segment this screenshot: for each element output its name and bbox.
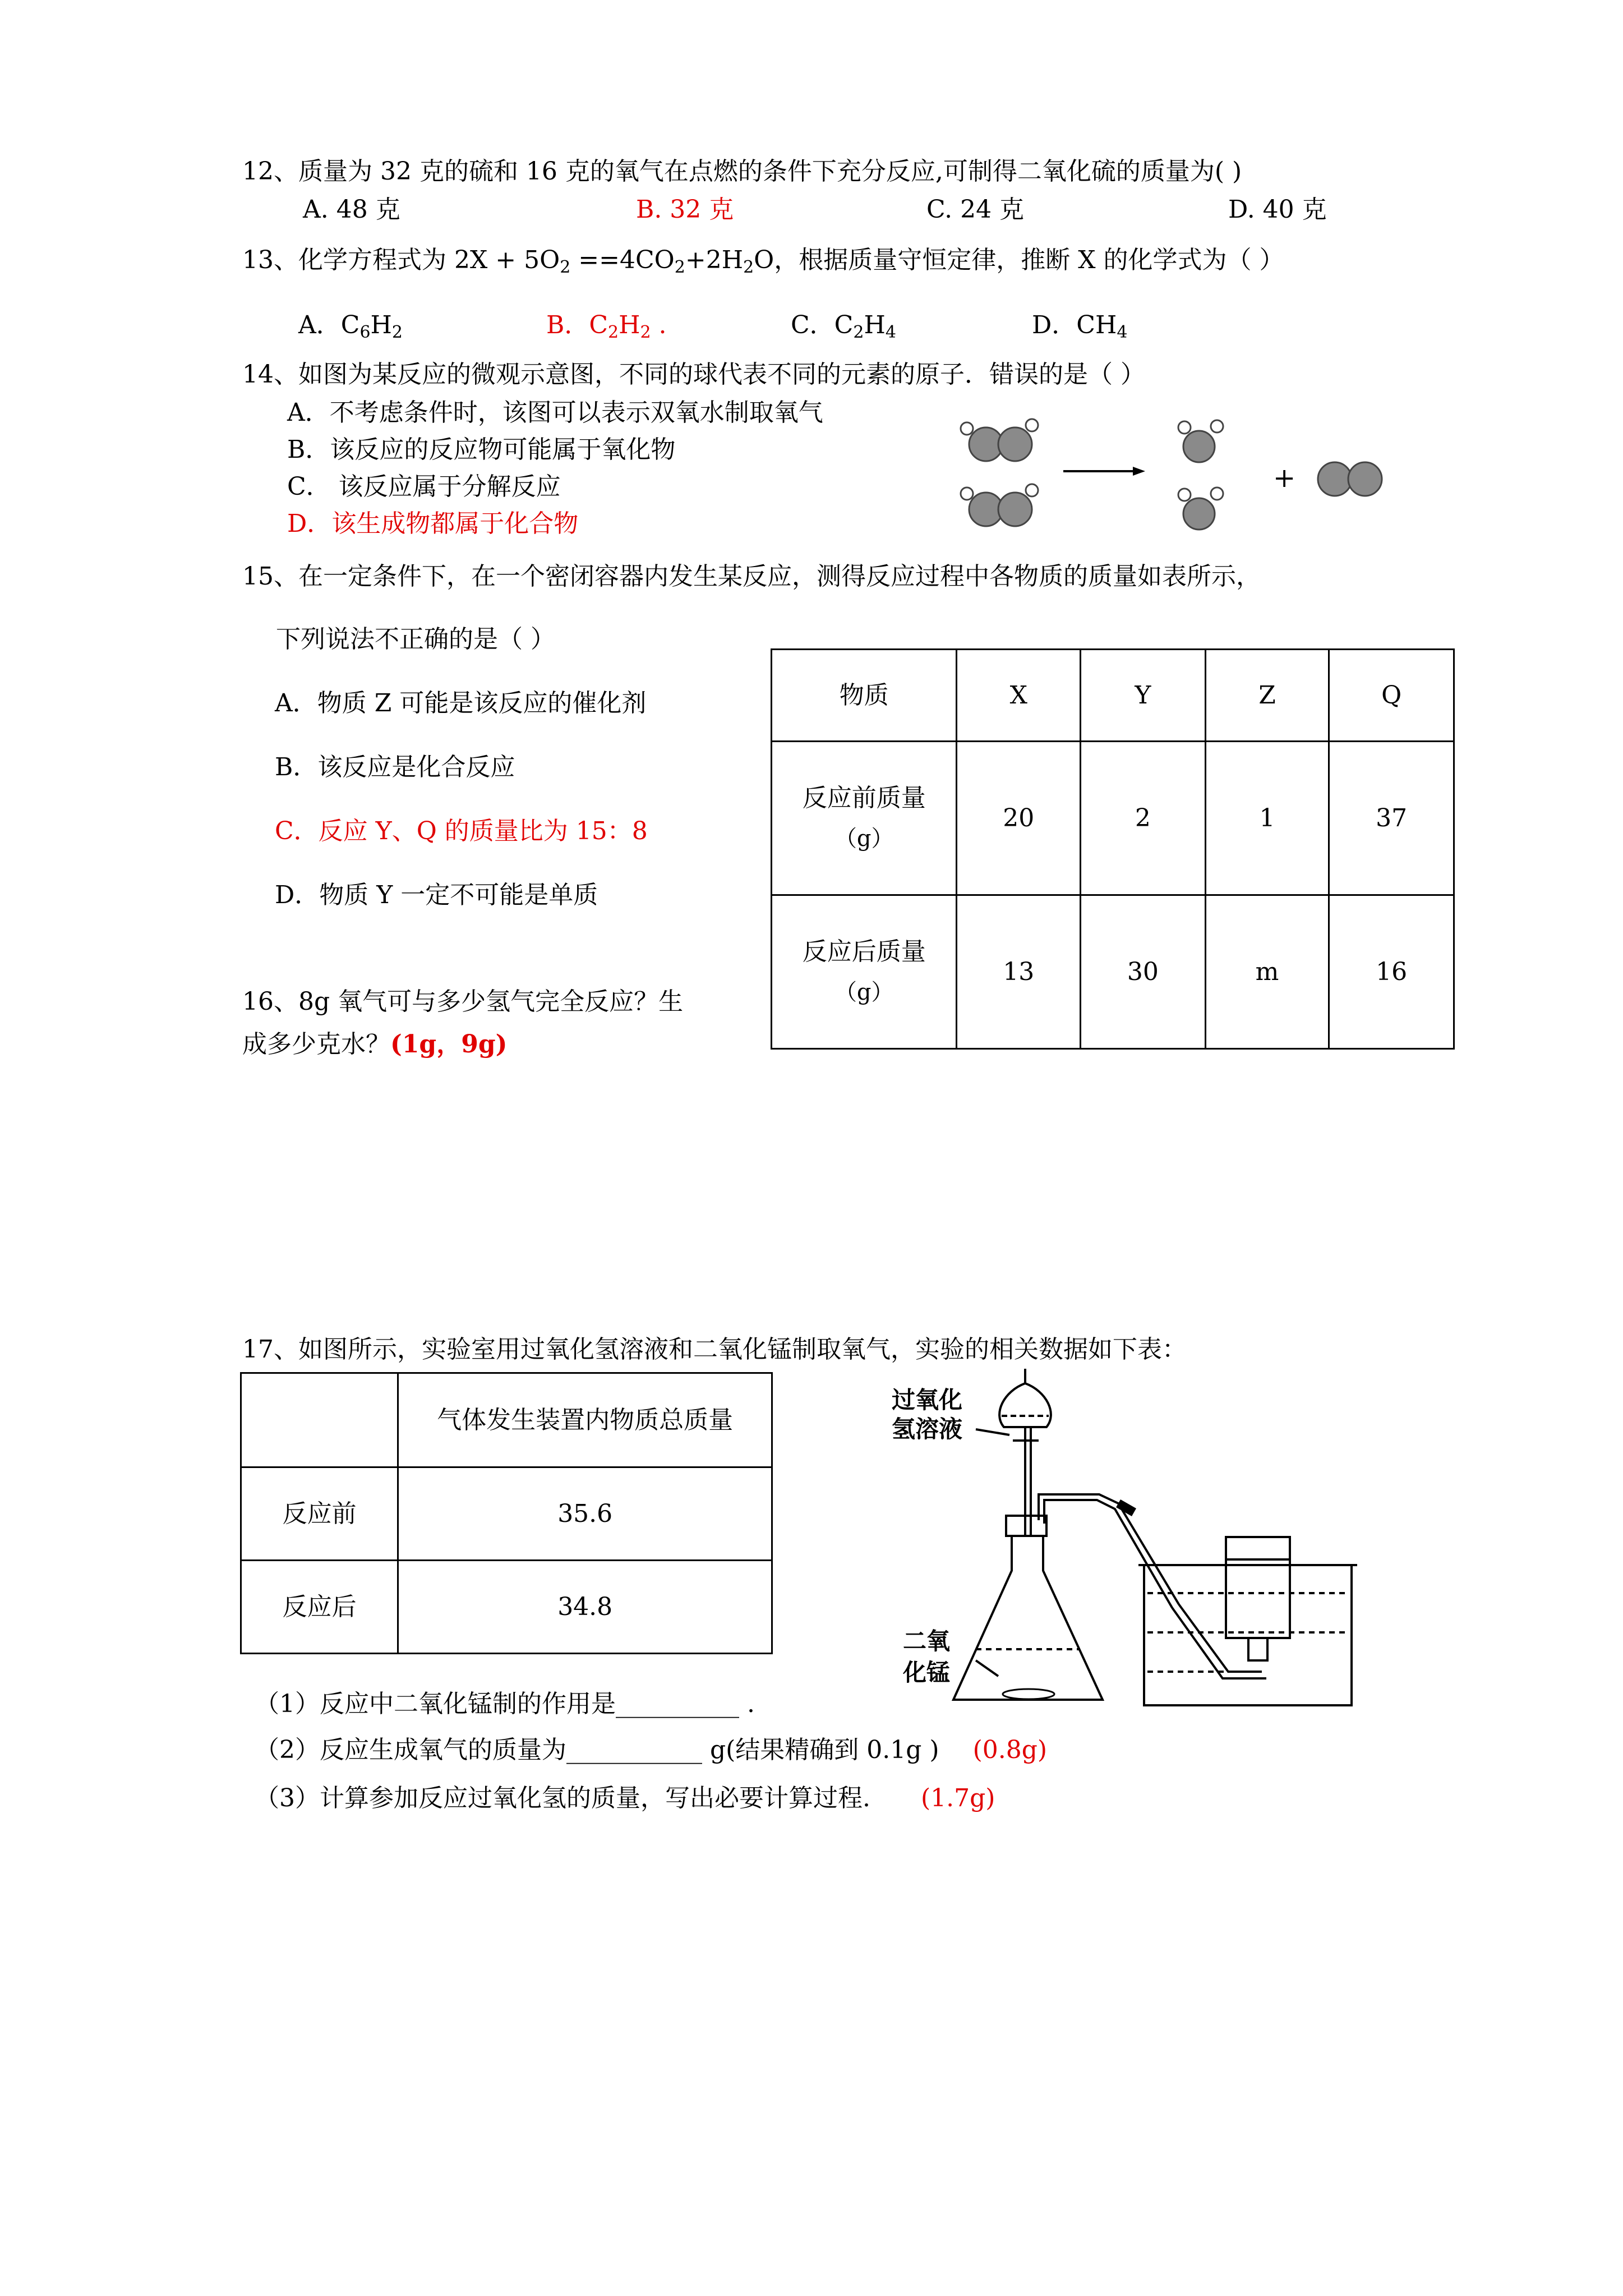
row-label	[772, 742, 957, 895]
q15-table	[771, 648, 1455, 1050]
label-mno2-2: 化锰	[903, 1659, 951, 1686]
conical-flask	[953, 1536, 1103, 1700]
q15-option-b: B．该反应是化合反应	[275, 753, 515, 781]
product-water-2	[1183, 498, 1215, 530]
q13-stem: 13、化学方程式为 $2X + 5O_2 ==4CO_2+2H_2O$，根据质量守恒定律，推断 X 的化学式为（ ）	[242, 246, 1284, 277]
row-label	[772, 895, 957, 1049]
q17-sub2-text: （2）反应生成氧气的质量为___________ g(结果精确到 0.1g )	[255, 1736, 939, 1764]
q15-option-a: A．物质 Z 可能是该反应的催化剂	[275, 689, 647, 717]
q17-sub2	[255, 1734, 1047, 1766]
label-peroxide-1: 过氧化	[892, 1386, 963, 1414]
table-header-cell: Q	[1329, 650, 1454, 742]
q14-option-a: A．不考虑条件时，该图可以表示双氧水制取氧气	[287, 398, 823, 427]
q13-option-a: A．$C_6H_2$	[298, 311, 403, 342]
table-cell: 34.8	[398, 1561, 772, 1654]
table-cell: 16	[1329, 895, 1454, 1049]
product-water-1	[1183, 431, 1215, 462]
plus-sign: +	[1273, 462, 1296, 494]
q17-table	[240, 1372, 773, 1654]
apparatus-diagram	[892, 1369, 1352, 1717]
q14-stem: 14、如图为某反应的微观示意图，不同的球代表不同的元素的原子．错误的是（ ）	[242, 360, 1145, 389]
table-row	[241, 1467, 772, 1561]
table-header-cell	[241, 1373, 398, 1467]
table-header-cell: 物质	[772, 650, 957, 742]
q12-option-c: C. 24 克	[926, 195, 1025, 224]
table-row	[241, 1561, 772, 1654]
table-cell: 2	[1081, 742, 1206, 895]
row-label-unit: （g）	[834, 825, 894, 852]
table-cell: 37	[1329, 742, 1454, 895]
q15-option-c: C．反应 Y、Q 的质量比为 15：8	[275, 817, 648, 845]
q12-option-d: D. 40 克	[1228, 195, 1327, 224]
q14-option-d: D．该生成物都属于化合物	[287, 509, 579, 538]
product-oxygen	[1318, 462, 1352, 496]
water-trough	[1144, 1565, 1352, 1705]
q12-option-b: B. 32 克	[636, 195, 734, 224]
q13-option-d: D．$CH_4$	[1032, 311, 1128, 342]
row-label-text: 反应前质量	[802, 783, 926, 812]
table-cell: 1	[1205, 742, 1329, 895]
table-cell: 13	[957, 895, 1081, 1049]
table-cell: 20	[957, 742, 1081, 895]
q15-option-d: D．物质 Y 一定不可能是单质	[275, 881, 598, 909]
q16-line2-text: 成多少克水？	[242, 1030, 390, 1059]
table-row	[772, 742, 1454, 895]
q15-stem2: 下列说法不正确的是（ ）	[276, 625, 555, 654]
manganese-dioxide	[1003, 1689, 1054, 1699]
row-label: 反应前	[241, 1467, 398, 1561]
q17-sub3-text: （3）计算参加反应过氧化氢的质量，写出必要计算过程.	[255, 1784, 870, 1812]
label-mno2-1: 二氧	[903, 1627, 951, 1655]
q12-option-a: A. 48 克	[303, 195, 400, 224]
table-header-cell: Y	[1081, 650, 1206, 742]
q17-sub3	[255, 1783, 995, 1814]
q16-answer: (1g，9g)	[390, 1030, 508, 1059]
table-header-cell: 气体发生装置内物质总质量	[398, 1373, 772, 1467]
q14-option-c: C． 该反应属于分解反应	[287, 472, 561, 501]
q14-option-b: B．该反应的反应物可能属于氧化物	[287, 435, 676, 464]
row-label-text: 反应后质量	[802, 937, 926, 966]
reaction-diagram	[953, 409, 1413, 539]
row-label: 反应后	[241, 1561, 398, 1654]
table-header-cell: X	[957, 650, 1081, 742]
table-header-cell: Z	[1205, 650, 1329, 742]
delivery-tube	[1039, 1494, 1179, 1604]
q17-sub1: （1）反应中二氧化锰制的作用是__________ .	[255, 1690, 755, 1718]
table-cell: 30	[1081, 895, 1206, 1049]
table-row	[772, 895, 1454, 1049]
q15-stem: 15、在一定条件下，在一个密闭容器内发生某反应，测得反应过程中各物质的质量如表所示，	[242, 562, 1261, 591]
gas-collecting-bottle	[1226, 1537, 1290, 1638]
separatory-funnel	[999, 1383, 1051, 1427]
q13-option-b: B．$C_2H_2$ .	[546, 311, 667, 342]
q17-sub3-answer: (1.7g)	[920, 1784, 995, 1812]
q12-stem: 12、质量为 32 克的硫和 16 克的氧气在点燃的条件下充分反应,可制得二氧化硫的质量为( )	[242, 157, 1242, 186]
table-cell: 35.6	[398, 1467, 772, 1561]
q17-stem: 17、如图所示，实验室用过氧化氢溶液和二氧化锰制取氧气，实验的相关数据如下表：	[242, 1335, 1187, 1364]
table-cell: m	[1205, 895, 1329, 1049]
q16-line2	[242, 1029, 507, 1060]
label-peroxide-2: 氢溶液	[892, 1415, 963, 1443]
row-label-unit: （g）	[834, 979, 894, 1005]
q16-line1: 16、8g 氧气可与多少氢气完全反应？生	[242, 987, 684, 1016]
q13-option-c: C．$C_2H_4$	[791, 311, 896, 342]
q17-sub2-answer: (0.8g)	[972, 1736, 1048, 1764]
rubber-tube	[1118, 1503, 1134, 1512]
